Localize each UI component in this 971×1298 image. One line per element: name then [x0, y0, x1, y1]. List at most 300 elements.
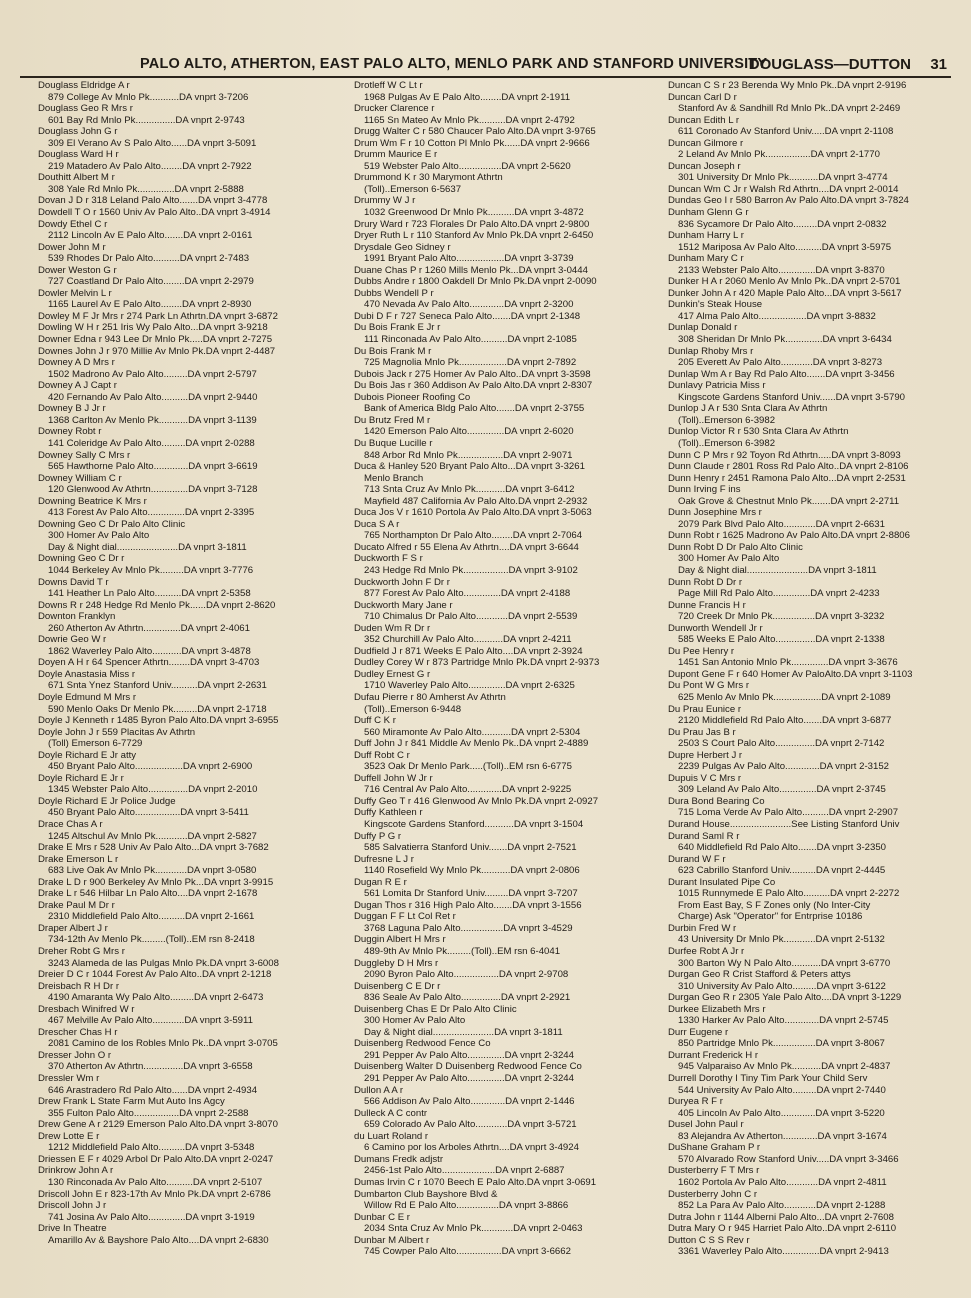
- listing-line: Drugg Walter C r 580 Chaucer Palo Alto.DA vnprt 3-9765: [354, 126, 596, 138]
- listing-line: 2456-1st Palo Alto....................DA vnprt 2-6887: [364, 1165, 565, 1177]
- listing-line: 1602 Portola Av Palo Alto............DA vnprt 2-4811: [678, 1176, 887, 1188]
- listing-line: Dunn Henry r 2451 Ramona Palo Alto...DA vnprt 2-2531: [668, 472, 906, 484]
- listing-line: Duffy Kathleen r: [354, 807, 423, 819]
- listing-line: Oak Grove & Chestnut Mnlo Pk.......DA vnprt 2-2711: [678, 495, 900, 507]
- listing-line: Drury Ward r 723 Florales Dr Palo Alto.DA vnprt 2-9800: [354, 218, 590, 230]
- listing-line: Duden Wm R Dr r: [354, 622, 431, 634]
- listing-line: Kingscote Gardens Stanford...........DA vnprt 3-1504: [364, 819, 584, 830]
- listing-line: 309 Leland Av Palo Alto..............DA vnprt 2-3745: [678, 784, 886, 796]
- listing-line: Durant Insulated Pipe Co: [668, 876, 776, 888]
- listing-line: 300 Homer Av Palo Alto: [364, 1015, 466, 1027]
- listing-line: Duggan F F Lt Col Ret r: [354, 911, 456, 923]
- listing-line: Dunker John A r 420 Maple Palo Alto...DA vnprt 3-5617: [668, 287, 902, 299]
- listing-line: Dunn Robt D Dr r: [668, 576, 743, 588]
- listing-line: 355 Fulton Palo Alto.................DA vnprt 2-2588: [48, 1107, 249, 1119]
- listing-line: Duggin Albert H Mrs r: [354, 934, 446, 946]
- listing-line: 725 Magnolia Mnlo Pk..................DA vnprt 2-7892: [364, 357, 577, 369]
- listing-line: Drucker Clarence r: [354, 103, 435, 115]
- listing-line: 1512 Mariposa Av Palo Alto..........DA vnprt 3-5975: [678, 241, 892, 253]
- listing-line: Dunker H A r 2060 Menlo Av Mnlo Pk..DA vnprt 2-5701: [668, 276, 901, 288]
- listing-line: 405 Lincoln Av Palo Alto.............DA vnprt 3-5220: [678, 1107, 885, 1119]
- listing-line: Dowrie Geo W r: [38, 634, 107, 646]
- listing-line: Day & Night dial.......................DA vnprt 3-1811: [48, 541, 247, 553]
- listing-line: Dundas Geo I r 580 Barron Av Palo Alto.DA vnprt 3-7824: [668, 195, 909, 207]
- listing-line: Durr Eugene r: [668, 1026, 729, 1038]
- listing-line: Drescher Chas H r: [38, 1026, 118, 1038]
- listing-line: 1165 Sn Mateo Av Mnlo Pk..........DA vnprt 2-4792: [364, 114, 575, 126]
- listing-line: Bank of America Bldg Palo Alto.......DA vnprt 2-3755: [364, 403, 585, 415]
- listing-line: 877 Forest Av Palo Alto..............DA vnprt 2-4188: [364, 588, 571, 600]
- listing-line: Duisenberg Chas E Dr Palo Alto Clinic: [354, 1003, 517, 1015]
- listing-line: Dunn Josephine Mrs r: [668, 507, 762, 519]
- listing-line: Drew Lotte E r: [38, 1130, 100, 1142]
- listing-line: Dutra Mary O r 945 Harriet Palo Alto..DA vnprt 2-6110: [668, 1223, 897, 1235]
- listing-line: Duncan C S r 23 Berenda Wy Mnlo Pk..DA vnprt 2-9196: [668, 80, 907, 91]
- listing-line: 450 Bryant Palo Alto.................DA vnprt 3-5411: [48, 807, 249, 819]
- listing-line: Doyle Anastasia Miss r: [38, 668, 136, 680]
- listing-line: Downer Edna r 943 Lee Dr Mnlo Pk.....DA vnprt 2-7275: [38, 334, 273, 346]
- listing-line: 4190 Amaranta Wy Palo Alto.........DA vnprt 2-6473: [48, 992, 264, 1004]
- listing-line: Durbin Fred W r: [668, 922, 737, 934]
- listing-line: Duggleby D H Mrs r: [354, 957, 439, 969]
- listing-line: Downey A D Mrs r: [38, 357, 115, 369]
- listing-line: Dufau Pierre r 80 Amherst Av Athrtn: [354, 691, 506, 703]
- listing-line: Dunn Irving F ins: [668, 484, 741, 496]
- listing-line: Durand W F r: [668, 853, 726, 865]
- listing-line: 3768 Laguna Palo Alto................DA vnprt 3-4529: [364, 922, 573, 934]
- running-head: PALO ALTO, ATHERTON, EAST PALO ALTO, MENLO PARK AND STANFORD UNIVERSITY: [140, 56, 768, 72]
- listing-line: Dressler Wm r: [38, 1073, 100, 1085]
- listing-line: 308 Yale Rd Mnlo Pk..............DA vnprt 2-5888: [48, 183, 244, 195]
- listing-line: 1710 Waverley Palo Alto..............DA vnprt 2-6325: [364, 680, 575, 692]
- page-number: 31: [930, 56, 947, 73]
- listing-line: Downs David T r: [38, 576, 109, 588]
- listing-line: 413 Forest Av Palo Alto..............DA vnprt 2-3395: [48, 507, 255, 519]
- listing-line: 585 Weeks E Palo Alto...............DA vnprt 2-1338: [678, 634, 885, 646]
- listing-line: 611 Coronado Av Stanford Univ.....DA vnprt 2-1108: [678, 126, 894, 138]
- listing-line: Dowdell T O r 1560 Univ Av Palo Alto..DA vnprt 3-4914: [38, 207, 271, 219]
- listing-line: Doyle Richard E Jr atty: [38, 749, 137, 761]
- listing-line: 1044 Berkeley Av Mnlo Pk.........DA vnprt 3-7776: [48, 564, 254, 576]
- listing-line: Du Bois Frank M r: [354, 345, 432, 357]
- listing-line: Dubbs Andre r 1800 Oakdell Dr Mnlo Pk.DA vnprt 2-0090: [354, 276, 597, 288]
- listing-line: Downey Robt r: [38, 426, 102, 438]
- listing-line: 291 Pepper Av Palo Alto..............DA vnprt 2-3244: [364, 1049, 574, 1061]
- listing-line: Durfee Robt A Jr r: [668, 946, 745, 958]
- listing-line: Duncan Carl D r: [668, 91, 737, 103]
- listing-line: Dulleck A C contr: [354, 1107, 428, 1119]
- listing-line: Dunworth Wendell Jr r: [668, 622, 763, 634]
- listing-line: 450 Bryant Palo Alto..................DA vnprt 2-6900: [48, 761, 253, 773]
- listing-line: Dunlop J A r 530 Snta Clara Av Athrtn: [668, 403, 828, 415]
- listing-line: 420 Fernando Av Palo Alto..........DA vnprt 2-9440: [48, 391, 258, 403]
- listing-line: 141 Heather Ln Palo Alto..........DA vnprt 2-5358: [48, 588, 251, 600]
- listing-line: Doyle Edmund M Mrs r: [38, 691, 137, 703]
- listing-line: du Luart Roland r: [354, 1130, 429, 1142]
- listing-line: Du Bois Jas r 360 Addison Av Palo Alto.DA vnprt 2-8307: [354, 380, 593, 392]
- listing-line: Downey B J Jr r: [38, 403, 106, 415]
- listing-line: 720 Creek Dr Mnlo Pk................DA vnprt 3-3232: [678, 611, 885, 623]
- listing-line: Dumbarton Club Bayshore Blvd &: [354, 1188, 498, 1200]
- listing-line: 623 Cabrillo Stanford Univ..........DA vnprt 2-4445: [678, 865, 886, 877]
- listing-line: 646 Arastradero Rd Palo Alto......DA vnprt 2-4934: [48, 1084, 258, 1096]
- listing-line: Dunne Francis H r: [668, 599, 746, 611]
- listing-line: Duff C K r: [354, 715, 396, 727]
- listing-line: 659 Colorado Av Palo Alto............DA vnprt 3-5721: [364, 1119, 577, 1131]
- listing-line: Dunn Claude r 2801 Ross Rd Palo Alto..DA vnprt 2-8106: [668, 461, 909, 473]
- listing-line: 590 Menlo Oaks Dr Menlo Pk.........DA vnprt 2-1718: [48, 703, 267, 715]
- listing-line: 352 Churchill Av Palo Alto...........DA vnprt 2-4211: [364, 634, 572, 646]
- listing-line: 6 Camino por los Arboles Athrtn....DA vnprt 3-4924: [364, 1142, 579, 1154]
- listing-line: Doyle Richard E Jr Police Judge: [38, 795, 176, 807]
- listing-line: Durand Saml R r: [668, 830, 740, 842]
- listing-line: Duryea R F r: [668, 1096, 723, 1108]
- listing-line: Duncan Wm C Jr r Walsh Rd Athrtn....DA vnprt 2-0014: [668, 183, 899, 195]
- listing-line: Dunlavy Patricia Miss r: [668, 380, 766, 392]
- listing-line: Dura Bond Bearing Co: [668, 795, 765, 807]
- listing-line: 561 Lomita Dr Stanford Univ.........DA vnprt 3-7207: [364, 888, 578, 900]
- listing-line: Drew Gene A r 2129 Emerson Palo Alto.DA vnprt 3-8070: [38, 1119, 278, 1131]
- listing-line: Dutra John r 1144 Alberni Palo Alto...DA vnprt 2-7608: [668, 1211, 894, 1223]
- listing-line: Dullon A A r: [354, 1084, 404, 1096]
- listing-line: 370 Atherton Av Athrtn...............DA vnprt 3-6558: [48, 1061, 253, 1073]
- listing-line: 539 Rhodes Dr Palo Alto..........DA vnprt 2-7483: [48, 253, 250, 265]
- listing-line: 111 Rinconada Av Palo Alto..........DA vnprt 2-1085: [364, 334, 577, 346]
- listing-line: 945 Valparaiso Av Mnlo Pk...........DA vnprt 2-4837: [678, 1061, 891, 1073]
- listing-line: 1345 Webster Palo Alto...............DA vnprt 2-2010: [48, 784, 258, 796]
- listing-line: 1165 Laurel Av E Palo Alto........DA vnprt 2-8930: [48, 299, 252, 311]
- listing-line: Dunbar M Albert r: [354, 1234, 430, 1246]
- listing-line: Dubbs Wendell P r: [354, 287, 434, 299]
- listing-line: Dusel John Paul r: [668, 1119, 744, 1131]
- listing-line: Dowley M F Jr Mrs r 274 Park Ln Athrtn.DA vnprt 3-6872: [38, 310, 278, 322]
- listing-line: 2503 S Court Palo Alto...............DA vnprt 2-7142: [678, 738, 885, 750]
- listing-line: Draper Albert J r: [38, 922, 108, 934]
- listing-line: Dresbach Winifred W r: [38, 1003, 135, 1015]
- listing-line: Dumans Fredk adjstr: [354, 1153, 444, 1165]
- listing-line: Dunham Harry L r: [668, 230, 744, 242]
- listing-line: Dufresne L J r: [354, 853, 414, 865]
- listing-line: Dusterberry F T Mrs r: [668, 1165, 760, 1177]
- listing-line: Dugan R E r: [354, 876, 407, 888]
- listing-line: Mayfield 487 California Av Palo Alto.DA vnprt 2-2932: [364, 495, 588, 507]
- listing-line: Duncan Joseph r: [668, 160, 741, 172]
- listing-line: Durkee Elizabeth Mrs r: [668, 1003, 766, 1015]
- listing-line: 716 Central Av Palo Alto.............DA vnprt 2-9225: [364, 784, 572, 796]
- listing-line: Driscoll John J r: [38, 1200, 107, 1212]
- listing-line: 2090 Byron Palo Alto.................DA vnprt 2-9708: [364, 969, 569, 981]
- listing-line: Dupre Herbert J r: [668, 749, 743, 761]
- listing-line: Dunlap Rhoby Mrs r: [668, 345, 754, 357]
- listing-line: (Toll) Emerson 6-7729: [48, 738, 143, 750]
- listing-line: 1420 Emerson Palo Alto..............DA vnprt 2-6020: [364, 426, 574, 438]
- listing-line: Downing Geo C Dr r: [38, 553, 125, 565]
- listing-line: Dunham Glenn G r: [668, 207, 749, 219]
- listing-line: 1991 Bryant Palo Alto..................DA vnprt 3-3739: [364, 253, 574, 265]
- listing-line: 852 La Para Av Palo Alto............DA vnprt 2-1288: [678, 1200, 886, 1212]
- listing-line: Drummond K r 30 Marymont Athrtn: [354, 172, 503, 184]
- listing-line: 1140 Rosefield Wy Mnlo Pk...........DA vnprt 2-0806: [364, 865, 580, 877]
- listing-line: 625 Menlo Av Mnlo Pk..................DA vnprt 2-1089: [678, 691, 891, 703]
- listing-line: Duff Robt C r: [354, 749, 410, 761]
- listing-line: 310 University Av Palo Alto.........DA vnprt 3-6122: [678, 980, 886, 992]
- listing-line: Dowler Melvin L r: [38, 287, 112, 299]
- listing-line: Dunn Robt D Dr Palo Alto Clinic: [668, 541, 803, 553]
- listing-line: Durrell Dorothy I Tiny Tim Park Your Child Serv: [668, 1073, 868, 1085]
- listing-line: 683 Live Oak Av Mnlo Pk............DA vnprt 3-0580: [48, 865, 257, 877]
- listing-line: 2133 Webster Palo Alto..............DA vnprt 3-8370: [678, 264, 885, 276]
- listing-line: 417 Alma Palo Alto..................DA vnprt 3-8832: [678, 310, 876, 322]
- listing-line: Driessen E F r 4029 Arbol Dr Palo Alto.DA vnprt 2-0247: [38, 1153, 274, 1165]
- listing-line: Drive In Theatre: [38, 1223, 107, 1235]
- listing-line: 1368 Carlton Av Menlo Pk...........DA vnprt 3-1139: [48, 414, 257, 426]
- listing-line: 2120 Middlefield Rd Palo Alto.......DA vnprt 3-6877: [678, 715, 892, 727]
- listing-line: 544 University Av Palo Alto.........DA vnprt 2-7440: [678, 1084, 886, 1096]
- listing-line: 219 Matadero Av Palo Alto........DA vnprt 2-7922: [48, 160, 252, 172]
- directory-column-1: [38, 80, 346, 1295]
- listing-line: 130 Rinconada Av Palo Alto..........DA vnprt 2-5107: [48, 1176, 263, 1188]
- listing-line: 671 Snta Ynez Stanford Univ..........DA vnprt 2-2631: [48, 680, 267, 692]
- listing-line: Douglass Eldridge A r: [38, 80, 130, 91]
- listing-line: Drake L D r 900 Berkeley Av Mnlo Pk...DA vnprt 3-9915: [38, 876, 274, 888]
- listing-line: Dubois Jack r 275 Homer Av Palo Alto..DA vnprt 3-3598: [354, 368, 591, 380]
- listing-line: Du Bois Frank E Jr r: [354, 322, 441, 334]
- listing-line: Doyle J Kenneth r 1485 Byron Palo Alto.DA vnprt 3-6955: [38, 715, 279, 727]
- listing-line: 879 College Av Mnlo Pk...........DA vnprt 3-7206: [48, 91, 249, 103]
- listing-line: 308 Sheridan Dr Mnlo Pk..............DA vnprt 3-6434: [678, 334, 892, 346]
- listing-line: Dryer Ruth L r 110 Stanford Av Mnlo Pk.DA vnprt 2-6450: [354, 230, 594, 242]
- listing-line: DuShane Graham P r: [668, 1142, 761, 1154]
- listing-line: Dowdy Ethel C r: [38, 218, 108, 230]
- listing-line: Duncan Edith L r: [668, 114, 740, 126]
- listing-line: Dupont Gene F r 640 Homer Av PaloAlto.DA vnprt 3-1103: [668, 668, 913, 680]
- listing-line: Duffell John W Jr r: [354, 772, 433, 784]
- listing-line: Dunbar C E r: [354, 1211, 410, 1223]
- listing-line: 243 Hedge Rd Mnlo Pk.................DA vnprt 3-9102: [364, 564, 578, 576]
- listing-line: Day & Night dial.......................DA vnprt 3-1811: [364, 1026, 563, 1038]
- listing-line: Drake Emerson L r: [38, 853, 119, 865]
- listing-line: Duffy Geo T r 416 Glenwood Av Mnlo Pk.DA vnprt 2-0927: [354, 795, 599, 807]
- listing-line: 141 Coleridge Av Palo Alto.........DA vnprt 2-0288: [48, 437, 255, 449]
- listing-line: Charge) Ask "Operator" for Entrprise 10186: [678, 911, 863, 923]
- listing-line: Dower Weston G r: [38, 264, 117, 276]
- listing-line: Downton Franklyn: [38, 611, 116, 623]
- listing-line: Dunn C P Mrs r 92 Toyon Rd Athrtn.....DA vnprt 3-8093: [668, 449, 901, 461]
- listing-line: 205 Everett Av Palo Alto............DA vnprt 3-8273: [678, 357, 883, 369]
- listing-line: 2112 Lincoln Av E Palo Alto.......DA vnprt 2-0161: [48, 230, 253, 242]
- listing-line: Driscoll John E r 823-17th Av Mnlo Pk.DA vnprt 2-6786: [38, 1188, 271, 1200]
- listing-line: Du Pee Henry r: [668, 645, 735, 657]
- listing-line: 519 Webster Palo Alto................DA vnprt 2-5620: [364, 160, 571, 172]
- listing-line: Douglass Ward H r: [38, 149, 119, 161]
- listing-line: Dreier D C r 1044 Forest Av Palo Alto..DA vnprt 2-1218: [38, 969, 272, 981]
- listing-line: Dubois Pioneer Roofing Co: [354, 391, 471, 403]
- listing-line: Dusterberry John C r: [668, 1188, 758, 1200]
- listing-line: Du Prau Jas B r: [668, 726, 736, 738]
- listing-line: Dunn Robt r 1625 Madrono Av Palo Alto.DA vnprt 2-8806: [668, 530, 910, 542]
- listing-line: 83 Alejandra Av Atherton.............DA vnprt 3-1674: [678, 1130, 887, 1142]
- listing-line: Drake L r 546 Hilbar Ln Palo Alto....DA vnprt 2-1678: [38, 888, 258, 900]
- listing-line: 727 Coastland Dr Palo Alto........DA vnprt 2-2979: [48, 276, 254, 288]
- listing-line: Drotleff W C Lt r: [354, 80, 423, 91]
- listing-line: 1968 Pulgas Av E Palo Alto........DA vnprt 2-1911: [364, 91, 571, 103]
- listing-line: 1502 Madrono Av Palo Alto.........DA vnprt 2-5797: [48, 368, 257, 380]
- listing-line: Menlo Branch: [364, 472, 424, 484]
- listing-line: Willow Rd E Palo Alto................DA vnprt 3-8866: [364, 1200, 569, 1212]
- listing-line: Durand House.......................See Listing Stanford Univ: [668, 819, 900, 830]
- listing-line: 570 Alvarado Row Stanford Univ.....DA vnprt 3-3466: [678, 1153, 899, 1165]
- listing-line: Douglass Geo R Mrs r: [38, 103, 133, 115]
- section-range: DOUGLASS—DUTTON: [748, 56, 911, 73]
- listing-line: 2081 Camino de los Robles Mnlo Pk..DA vnprt 3-0705: [48, 1038, 278, 1050]
- listing-line: Downey A J Capt r: [38, 380, 117, 392]
- listing-line: 120 Glenwood Av Athrtn..............DA vnprt 3-7128: [48, 484, 258, 496]
- listing-line: Amarillo Av & Bayshore Palo Alto....DA vnprt 2-6830: [48, 1234, 269, 1246]
- listing-line: (Toll)..Emerson 6-3982: [678, 414, 776, 426]
- listing-line: Downing Geo C Dr Palo Alto Clinic: [38, 518, 186, 530]
- listing-line: 3523 Oak Dr Menlo Park.....(Toll)..EM rsn 6-6775: [364, 761, 572, 773]
- listing-line: Drake Paul M Dr r: [38, 899, 115, 911]
- listing-line: Ducato Alfred r 55 Elena Av Athrtn....DA vnprt 3-6644: [354, 541, 579, 553]
- listing-line: Duckworth Mary Jane r: [354, 599, 453, 611]
- listing-line: Kingscote Gardens Stanford Univ......DA vnprt 3-5790: [678, 391, 905, 403]
- listing-line: Dunlap Donald r: [668, 322, 738, 334]
- listing-line: Downing Beatrice K Mrs r: [38, 495, 147, 507]
- listing-line: 2079 Park Blvd Palo Alto............DA vnprt 2-6631: [678, 518, 885, 530]
- listing-line: (Toll)..Emerson 6-9448: [364, 703, 462, 715]
- listing-line: Durgan Geo R r 2305 Yale Palo Alto....DA vnprt 3-1229: [668, 992, 902, 1004]
- listing-line: Douglass John G r: [38, 126, 118, 138]
- listing-line: Drumm Maurice E r: [354, 149, 438, 161]
- listing-line: Downes John J r 970 Millie Av Mnlo Pk.DA vnprt 2-4487: [38, 345, 276, 357]
- listing-line: 710 Chimalus Dr Palo Alto............DA vnprt 2-5539: [364, 611, 578, 623]
- listing-line: Duca & Hanley 520 Bryant Palo Alto...DA vnprt 3-3261: [354, 461, 585, 473]
- listing-line: Downs R r 248 Hedge Rd Menlo Pk......DA vnprt 2-8620: [38, 599, 276, 611]
- listing-line: Downey William C r: [38, 472, 122, 484]
- listing-line: Dowling W H r 251 Iris Wy Palo Alto...DA vnprt 3-9218: [38, 322, 268, 334]
- listing-line: Duncan Gilmore r: [668, 137, 744, 149]
- listing-line: 300 Homer Av Palo Alto: [678, 553, 780, 565]
- page-header: [20, 52, 951, 78]
- listing-line: (Toll)..Emerson 6-3982: [678, 437, 776, 449]
- listing-line: 765 Northampton Dr Palo Alto........DA vnprt 2-7064: [364, 530, 583, 542]
- listing-line: Dreher Robt G Mrs r: [38, 946, 125, 958]
- listing-line: Dunlap Wm A r Bay Rd Palo Alto.......DA vnprt 3-3456: [668, 368, 895, 380]
- listing-line: 1015 Runnymede E Palo Alto..........DA vnprt 2-2272: [678, 888, 900, 900]
- listing-line: Drum Wm F r 10 Cotton Pl Mnlo Pk......DA vnprt 2-9666: [354, 137, 590, 149]
- listing-line: 585 Salvatierra Stanford Univ.......DA vnprt 2-7521: [364, 842, 577, 854]
- listing-line: 1245 Altschul Av Mnlo Pk............DA vnprt 2-5827: [48, 830, 257, 842]
- listing-line: Stanford Av & Sandhill Rd Mnlo Pk..DA vnprt 2-2469: [678, 103, 901, 115]
- listing-line: Du Brutz Fred M r: [354, 414, 431, 426]
- listing-line: Drummy W J r: [354, 195, 416, 207]
- listing-line: Dudley Corey W r 873 Partridge Mnlo Pk.DA vnprt 2-9373: [354, 657, 600, 669]
- listing-line: 713 Snta Cruz Av Mnlo Pk...........DA vnprt 3-6412: [364, 484, 575, 496]
- listing-line: Drake E Mrs r 528 Univ Av Palo Alto...DA vnprt 3-7682: [38, 842, 269, 854]
- listing-line: 741 Josina Av Palo Alto..............DA vnprt 3-1919: [48, 1211, 255, 1223]
- listing-line: Drace Chas A r: [38, 819, 103, 830]
- listing-line: Duca Jos V r 1610 Portola Av Palo Alto.DA vnprt 3-5063: [354, 507, 592, 519]
- listing-line: Doyen A H r 64 Spencer Athrtn........DA vnprt 3-4703: [38, 657, 260, 669]
- listing-line: 1451 San Antonio Mnlo Pk..............DA vnprt 3-3676: [678, 657, 898, 669]
- listing-line: Douthitt Albert M r: [38, 172, 115, 184]
- listing-line: 1032 Greenwood Dr Mnlo Pk..........DA vnprt 3-4872: [364, 207, 584, 219]
- listing-line: Duffy P G r: [354, 830, 402, 842]
- listing-line: 565 Hawthorne Palo Alto.............DA vnprt 3-6619: [48, 461, 258, 473]
- listing-line: Downey Sally C Mrs r: [38, 449, 131, 461]
- listing-line: 291 Pepper Av Palo Alto..............DA vnprt 2-3244: [364, 1073, 574, 1085]
- listing-line: Page Mill Rd Palo Alto..............DA vnprt 2-4233: [678, 588, 880, 600]
- listing-line: 3361 Waverley Palo Alto..............DA vnprt 2-9413: [678, 1246, 889, 1258]
- listing-line: Du Buque Lucille r: [354, 437, 433, 449]
- listing-line: Drinkrow John A r: [38, 1165, 114, 1177]
- listing-line: Duisenberg Redwood Fence Co: [354, 1038, 491, 1050]
- listing-line: 836 Sycamore Dr Palo Alto.........DA vnprt 2-0832: [678, 218, 887, 230]
- listing-line: Duckworth John F Dr r: [354, 576, 450, 588]
- listing-line: Dreisbach R H Dr r: [38, 980, 120, 992]
- listing-line: 734-12th Av Menlo Pk.........(Toll)..EM rsn 8-2418: [48, 934, 255, 946]
- listing-line: 1862 Waverley Palo Alto...........DA vnprt 3-4878: [48, 645, 251, 657]
- listing-line: Duca S A r: [354, 518, 400, 530]
- listing-line: Du Pont W G Mrs r: [668, 680, 750, 692]
- listing-line: Drew Frank L State Farm Mut Auto Ins Agcy: [38, 1096, 225, 1108]
- listing-line: 309 El Verano Av S Palo Alto......DA vnprt 3-5091: [48, 137, 257, 149]
- listing-line: Dudley Ernest G r: [354, 668, 431, 680]
- listing-line: Duckworth F S r: [354, 553, 423, 565]
- listing-line: 715 Loma Verde Av Palo Alto..........DA vnprt 2-2907: [678, 807, 899, 819]
- listing-line: 3243 Alameda de las Pulgas Mnlo Pk.DA vnprt 3-6008: [48, 957, 279, 969]
- listing-line: From East Bay, S F Zones only (No Inter-City: [678, 899, 871, 911]
- listing-line: Drysdale Geo Sidney r: [354, 241, 451, 253]
- listing-line: Dresser John O r: [38, 1049, 112, 1061]
- listing-line: 2034 Snta Cruz Av Mnlo Pk............DA vnprt 2-0463: [364, 1223, 583, 1235]
- listing-line: 1212 Middlefield Palo Alto..........DA vnprt 3-5348: [48, 1142, 255, 1154]
- listing-line: 43 University Dr Mnlo Pk............DA vnprt 2-5132: [678, 934, 885, 946]
- listing-line: (Toll)..Emerson 6-5637: [364, 183, 462, 195]
- listing-line: 489-9th Av Mnlo Pk.........(Toll)..EM rsn 6-4041: [364, 946, 561, 958]
- listing-line: 850 Partridge Mnlo Pk................DA vnprt 3-8067: [678, 1038, 885, 1050]
- listing-line: Du Prau Eunice r: [668, 703, 742, 715]
- listing-line: Dunkin's Steak House: [668, 299, 763, 311]
- listing-line: 2 Leland Av Mnlo Pk.................DA vnprt 2-1770: [678, 149, 880, 161]
- listing-line: Dutton C S S Rev r: [668, 1234, 750, 1246]
- listing-line: Dudfield J r 871 Weeks E Palo Alto....DA vnprt 2-3924: [354, 645, 583, 657]
- listing-line: 467 Melville Av Palo Alto............DA vnprt 3-5911: [48, 1015, 253, 1027]
- listing-line: 601 Bay Rd Mnlo Pk...............DA vnprt 2-9743: [48, 114, 245, 126]
- listing-line: 1330 Harker Av Palo Alto.............DA vnprt 2-5745: [678, 1015, 889, 1027]
- listing-line: Dunham Mary C r: [668, 253, 744, 265]
- listing-line: 260 Atherton Av Athrtn..............DA vnprt 2-4061: [48, 622, 250, 634]
- listing-line: Duane Chas P r 1260 Mills Menlo Pk...DA vnprt 3-0444: [354, 264, 588, 276]
- listing-line: Doyle Richard E Jr r: [38, 772, 124, 784]
- listing-line: 745 Cowper Palo Alto.................DA vnprt 3-6662: [364, 1246, 571, 1258]
- listing-line: Doyle John J r 559 Placitas Av Athrtn: [38, 726, 196, 738]
- listing-line: 640 Middlefield Rd Palo Alto.......DA vnprt 3-2350: [678, 842, 886, 854]
- listing-line: Day & Night dial.......................DA vnprt 3-1811: [678, 564, 877, 576]
- listing-line: 848 Arbor Rd Mnlo Pk.................DA vnprt 2-9071: [364, 449, 573, 461]
- listing-line: 300 Barton Wy N Palo Alto...........DA vnprt 3-6770: [678, 957, 891, 969]
- listing-line: 560 Miramonte Av Palo Alto...........DA vnprt 2-5304: [364, 726, 581, 738]
- listing-line: 300 Homer Av Palo Alto: [48, 530, 150, 542]
- listing-line: Durrant Frederick H r: [668, 1049, 759, 1061]
- listing-line: Dunlop Victor R r 530 Snta Clara Av Athrtn: [668, 426, 849, 438]
- listing-line: Dupuis V C Mrs r: [668, 772, 742, 784]
- listing-line: 836 Seale Av Palo Alto...............DA vnprt 2-2921: [364, 992, 571, 1004]
- listing-line: Duff John J r 841 Middle Av Menlo Pk..DA vnprt 2-4889: [354, 738, 589, 750]
- listing-line: Dugan Thos r 316 High Palo Alto.......DA vnprt 3-1556: [354, 899, 582, 911]
- listing-line: Dower John M r: [38, 241, 106, 253]
- listing-line: Duisenberg C E Dr r: [354, 980, 441, 992]
